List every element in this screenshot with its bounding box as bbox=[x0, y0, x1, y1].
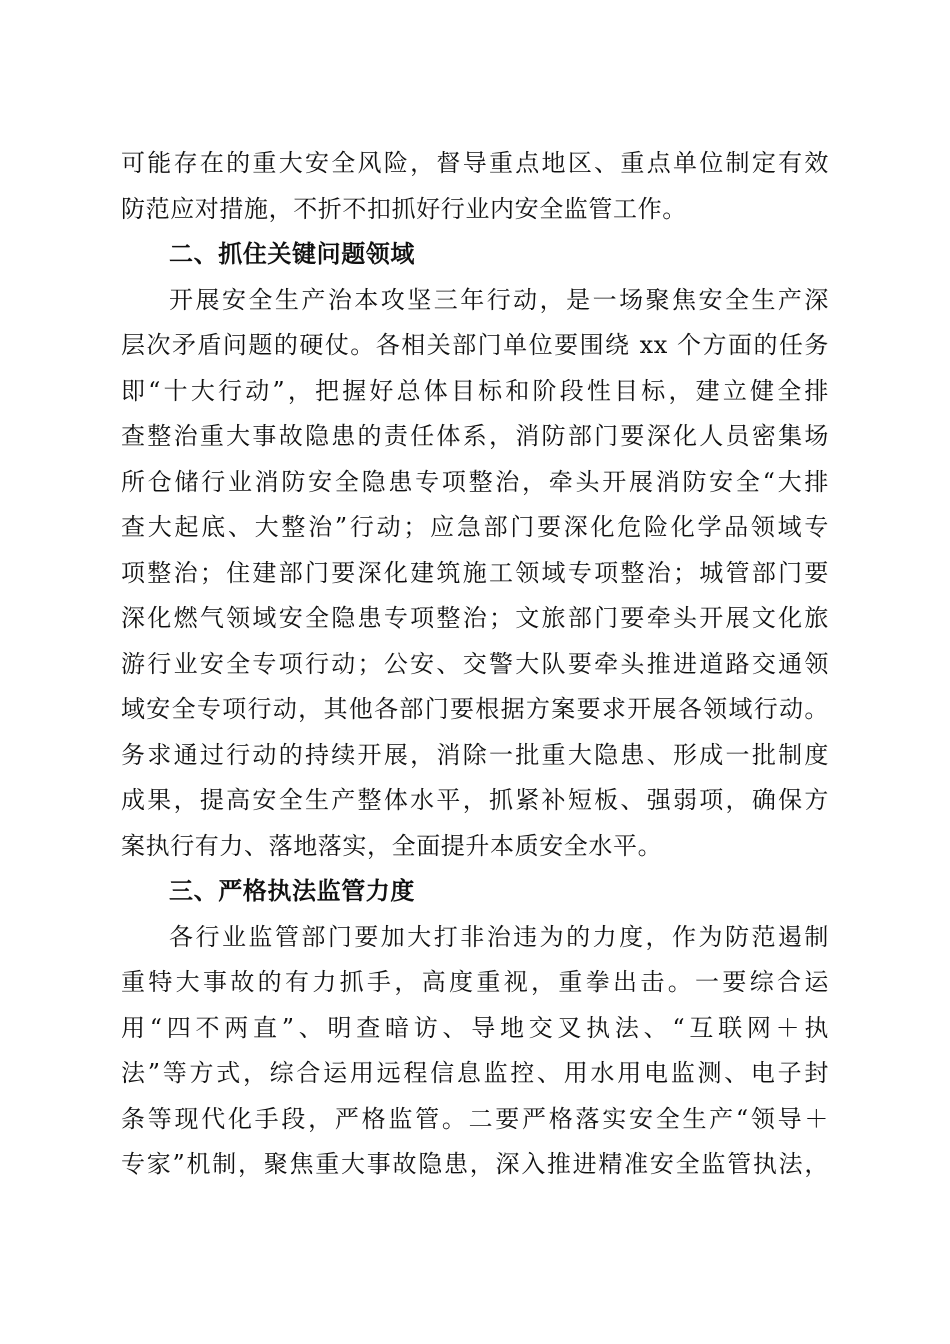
text-line: 用“四不两直”、明查暗访、导地交叉执法、“互联网＋执 bbox=[121, 1013, 829, 1042]
text-line: 法”等方式，综合运用远程信息监控、用水用电监测、电子封 bbox=[121, 1059, 829, 1087]
text-line: 查整治重大事故隐患的责任体系，消防部门要深化人员密集场 bbox=[121, 422, 829, 450]
text-line: 条等现代化手段，严格监管。二要严格落实安全生产“领导＋ bbox=[121, 1104, 829, 1133]
document-body bbox=[121, 141, 829, 1188]
paragraph-2 bbox=[121, 278, 829, 870]
text-line: 专家”机制，聚焦重大事故隐患，深入推进精准安全监管执法， bbox=[121, 1150, 829, 1178]
text-line: 可能存在的重大安全风险，督导重点地区、重点单位制定有效 bbox=[121, 149, 829, 177]
text-line: 案执行有力、落地落实，全面提升本质安全水平。 bbox=[121, 831, 663, 860]
text-line: 即“十大行动”，把握好总体目标和阶段性目标，建立健全排 bbox=[121, 376, 829, 405]
text-line: 域安全专项行动，其他各部门要根据方案要求开展各领域行动。 bbox=[121, 695, 829, 723]
paragraph-3 bbox=[121, 915, 829, 1188]
text-line: 查大起底、大整治”行动；应急部门要深化危险化学品领域专 bbox=[121, 513, 829, 541]
text-line: 项整治；住建部门要深化建筑施工领域专项整治；城管部门要 bbox=[121, 558, 829, 587]
text-line: 深化燃气领域安全隐患专项整治；文旅部门要牵头开展文化旅 bbox=[121, 604, 829, 632]
section-heading-2: 二、抓住关键问题领域 bbox=[169, 240, 415, 268]
text-line: 层次矛盾问题的硬仗。各相关部门单位要围绕 xx 个方面的任务 bbox=[121, 331, 829, 359]
text-line: 开展安全生产治本攻坚三年行动，是一场聚焦安全生产深 bbox=[169, 285, 829, 314]
text-line: 务求通过行动的持续开展，消除一批重大隐患、形成一批制度 bbox=[121, 740, 829, 769]
text-line: 防范应对措施，不折不扣抓好行业内安全监管工作。 bbox=[121, 194, 687, 223]
section-heading-3: 三、严格执法监管力度 bbox=[169, 877, 415, 905]
text-line: 游行业安全专项行动；公安、交警大队要牵头推进道路交通领 bbox=[121, 649, 829, 678]
paragraph-continued bbox=[121, 141, 829, 232]
text-line: 所仓储行业消防安全隐患专项整治，牵头开展消防安全“大排 bbox=[121, 467, 829, 496]
text-line: 成果，提高安全生产整体水平，抓紧补短板、强弱项，确保方 bbox=[121, 786, 829, 814]
text-line: 各行业监管部门要加大打非治违为的力度，作为防范遏制 bbox=[169, 922, 829, 951]
text-line: 重特大事故的有力抓手，高度重视，重拳出击。一要综合运 bbox=[121, 968, 829, 996]
